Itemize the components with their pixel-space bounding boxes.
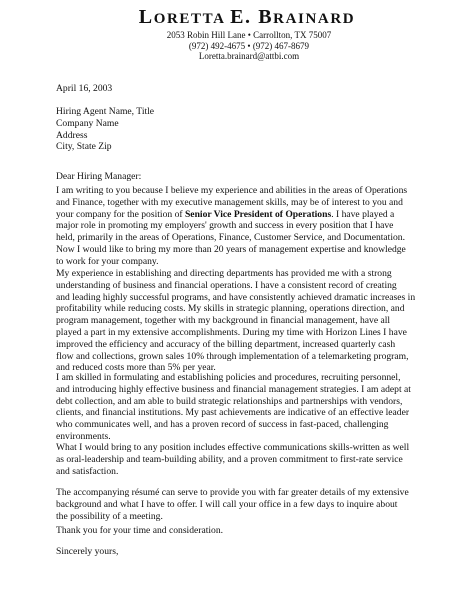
paragraph-resume (56, 487, 451, 522)
text-line: The accompanying résumé can serve to provide you with far greater details of my extensive (56, 487, 409, 498)
text-line: your company for the position of Senior Vice President of Operations. I have played a (56, 208, 395, 220)
text-line: and introducing highly effective business and financial management strategies. I am adept at (56, 383, 411, 395)
text-line: What I would bring to any position includes effective communications skills-written as well (56, 442, 410, 453)
paragraph-skills (56, 372, 451, 443)
text-line: I am writing to you because I believe my experience and abilities in the areas of Operations (56, 185, 408, 196)
text-line: understanding of business and financial operations. I have a consistent record of creating (56, 279, 397, 291)
sender-email: Loretta.brainard@attbi.com (198, 51, 300, 61)
salutation: Dear Hiring Manager: (56, 171, 142, 182)
closing: Sincerely yours, (56, 546, 119, 557)
text-line: clients, and financial institutions. My past achievements are indicative of an effective leader (56, 407, 410, 419)
text-line: background and what I have to offer. I will call your office in a few days to inquire about (56, 498, 398, 510)
recipient-line: Company Name (56, 117, 119, 129)
text-line: and satisfaction. (56, 465, 119, 477)
sender-address: 2053 Robin Hill Lane • Carrollton, TX 75007 (166, 30, 332, 40)
letterhead (0, 6, 474, 62)
letter-date: April 16, 2003 (56, 83, 113, 94)
text-line: improved the efficiency and accuracy of the billing department, increased quarterly cash (56, 338, 396, 350)
text-line: flow and collections, grown sales 10% through implementation of a telemarketing program, (56, 350, 409, 362)
text-line: profitability while reducing costs. My skills in strategic planning, operations direction, and (56, 303, 405, 315)
text-line: major role in promoting my employers' growth and success in every position that I have (56, 220, 394, 232)
text-line: and Finance, together with my executive management skills, may be of interest to you and (56, 196, 403, 208)
text-line: who communicates well, and has a proven record of success in fast-paced, challenging (56, 419, 389, 431)
text-line: to work for your company. (56, 255, 159, 267)
text-line: I am skilled in formulating and establishing policies and procedures, recruiting personnel, (56, 372, 401, 383)
text-line: and leading highly successful programs, and have consistently achieved dramatic increases in (56, 291, 416, 303)
text-line: held, primarily in the areas of Operations, Finance, Customer Service, and Documentation. (56, 232, 406, 244)
position-title: Senior Vice President of Operations (184, 208, 332, 220)
recipient-line: City, State Zip (56, 141, 112, 153)
text-line: the possibility of a meeting. (56, 510, 163, 522)
text-line: My experience in establishing and directing departments has provided me with a strong (56, 268, 392, 279)
sender-name: LORETTA E. BRAINARD (138, 6, 356, 28)
recipient-line: Hiring Agent Name, Title (56, 106, 155, 117)
recipient-block (56, 106, 451, 153)
sender-phones: (972) 492-4675 • (972) 467-8679 (188, 40, 310, 51)
text-line: program management, together with my background in financial management, have all (56, 315, 391, 327)
text-line: environments. (56, 430, 111, 442)
text-line: as oral-leadership and team-building ability, and a proven commitment to first-rate service (56, 453, 403, 465)
text-line: Now I would like to bring my more than 20 years of management expertise and knowledge (56, 243, 406, 255)
text-line: debt collection, and am able to build strategic relationships and partnerships with vendors, (56, 395, 403, 407)
text-line: played a part in my extensive accomplishments. During my time with Horizon Lines I have (56, 326, 407, 338)
text-line: and reduced costs more than 5% per year. (56, 362, 216, 374)
paragraph-offer (56, 442, 451, 477)
text-line: Thank you for your time and consideration. (56, 525, 224, 536)
paragraph-intro (56, 185, 451, 268)
paragraph-experience (56, 268, 451, 374)
paragraph-thanks (56, 525, 451, 537)
recipient-line: Address (56, 129, 88, 141)
